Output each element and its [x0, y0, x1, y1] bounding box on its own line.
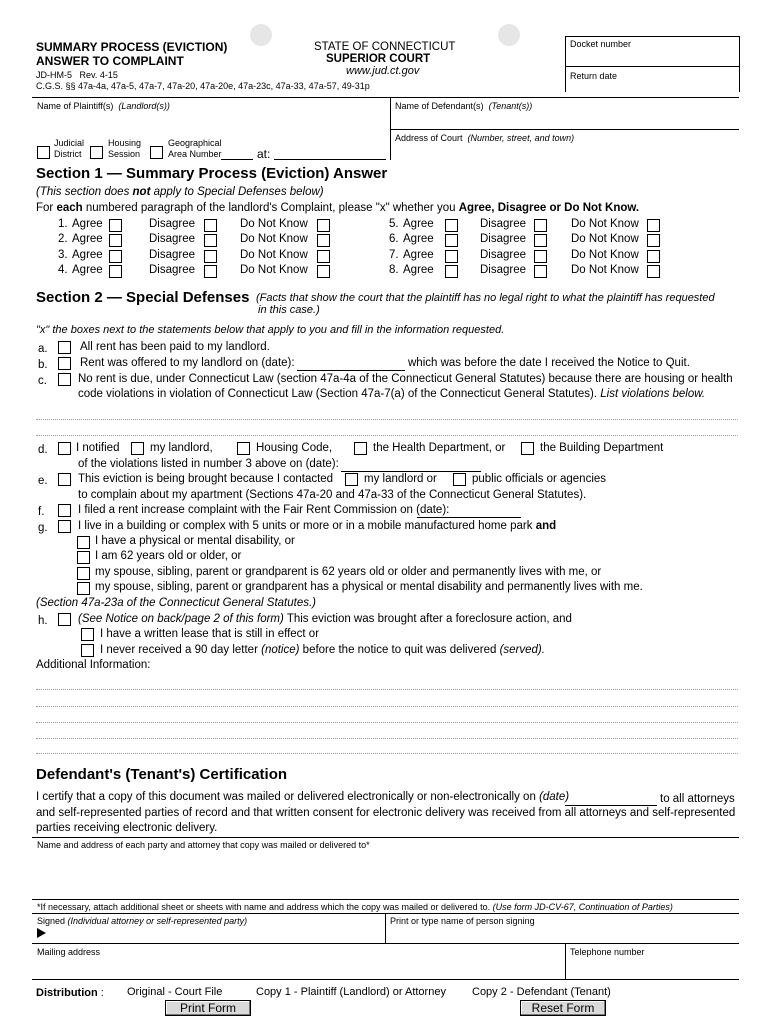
defense-a-text: All rent has been paid to my landlord. [80, 341, 270, 353]
paragraph-6-dnk-checkbox[interactable] [647, 234, 660, 247]
mailing-address-field[interactable] [36, 958, 562, 978]
defense-e-opt2: public officials or agencies [472, 473, 607, 485]
defense-d-opt2: my landlord, [150, 442, 213, 454]
docket-number-field[interactable] [566, 50, 738, 66]
defense-d-letter: d. [38, 444, 48, 456]
section2-instruction: "x" the boxes next to the statements below that apply to you and fill in the information requested. [36, 324, 505, 336]
paragraph-1-disagree-checkbox[interactable] [204, 219, 217, 232]
defense-b-letter: b. [38, 359, 48, 371]
additional-info-line-2[interactable] [36, 706, 738, 707]
paragraph-7-disagree-label: Disagree [480, 249, 527, 261]
additional-info-label: Additional Information: [36, 659, 151, 671]
defense-e-landlord-checkbox[interactable] [345, 473, 358, 486]
defense-b-checkbox[interactable] [58, 357, 71, 370]
distribution-original: Original - Court File [127, 986, 223, 998]
defense-h-sub2-checkbox[interactable] [81, 644, 94, 657]
paragraph-6-number: 6. [389, 233, 399, 245]
paragraph-7-disagree-checkbox[interactable] [534, 250, 547, 263]
at-label: at: [257, 147, 271, 161]
certification-line2: and self-represented parties of record and that written consent for electronic delivery was received from all attorneys and self-represented [36, 807, 736, 819]
defense-g-sub1-checkbox[interactable] [77, 536, 90, 549]
statutes: C.G.S. §§ 47a-4a, 47a-5, 47a-7, 47a-20, 47a-20e, 47a-23c, 47a-33, 47a-57, 49-31p [36, 81, 370, 91]
defense-d-opt1: I notified [76, 442, 120, 454]
paragraph-2-disagree-checkbox[interactable] [204, 234, 217, 247]
paragraph-3-number: 3. [58, 249, 68, 261]
section2-subtitle-line1: (Facts that show the court that the plaintiff has no legal right to what the plaintiff has requested [256, 292, 715, 304]
additional-info-line-1[interactable] [36, 689, 738, 690]
paragraph-5-agree-checkbox[interactable] [445, 219, 458, 232]
paragraph-3-disagree-checkbox[interactable] [204, 250, 217, 263]
paragraph-3-dnk-label: Do Not Know [240, 249, 308, 261]
paragraph-4-agree-checkbox[interactable] [109, 265, 122, 278]
defense-e-officials-checkbox[interactable] [453, 473, 466, 486]
certification-date-field[interactable] [565, 805, 657, 806]
defense-e-letter: e. [38, 475, 48, 487]
certification-line1: I certify that a copy of this document was mailed or delivered electronically or non-electronically on (date) [36, 791, 570, 803]
defense-h-line1: (See Notice on back/page 2 of this form) This eviction was brought after a foreclosure action, and [78, 613, 572, 625]
defense-b-date-field[interactable] [297, 370, 405, 371]
defense-b-text: Rent was offered to my landlord on (date): [80, 357, 295, 369]
court-name: SUPERIOR COURT [326, 53, 431, 65]
defense-h-checkbox[interactable] [58, 613, 71, 626]
defense-d-date-field[interactable] [341, 471, 481, 472]
certification-title: Defendant's (Tenant's) Certification [36, 766, 288, 783]
paragraph-5-agree-label: Agree [403, 218, 434, 230]
defense-f-date-field[interactable] [417, 517, 521, 518]
paragraph-1-number: 1. [58, 218, 68, 230]
paragraph-7-dnk-checkbox[interactable] [647, 250, 660, 263]
defense-d-landlord-checkbox[interactable] [131, 442, 144, 455]
paragraph-6-agree-checkbox[interactable] [445, 234, 458, 247]
defense-d-housing-code-checkbox[interactable] [237, 442, 250, 455]
paragraph-1-dnk-checkbox[interactable] [317, 219, 330, 232]
judicial-district-label: Judicial District [54, 138, 85, 159]
violations-line-1[interactable] [36, 419, 738, 420]
print-form-button[interactable]: Print Form [165, 1000, 251, 1016]
housing-session-checkbox[interactable] [90, 146, 103, 159]
form-title-line2: ANSWER TO COMPLAINT [36, 54, 184, 68]
housing-session-label: Housing Session [108, 138, 142, 159]
form-id: JD-HM-5 Rev. 4-15 [36, 70, 118, 80]
paragraph-8-dnk-checkbox[interactable] [647, 265, 660, 278]
paragraph-6-agree-label: Agree [403, 233, 434, 245]
paragraph-3-dnk-checkbox[interactable] [317, 250, 330, 263]
paragraph-1-agree-checkbox[interactable] [109, 219, 122, 232]
defense-g-sub3: my spouse, sibling, parent or grandparent is 62 years old or older and permanently lives with me, or [95, 566, 602, 578]
violations-line-2[interactable] [36, 435, 738, 436]
defense-h-sub2: I never received a 90 day letter (notice) before the notice to quit was delivered (served). [100, 644, 545, 656]
paragraph-6-disagree-label: Disagree [480, 233, 527, 245]
paragraph-5-disagree-checkbox[interactable] [534, 219, 547, 232]
defense-d-checkbox[interactable] [58, 442, 71, 455]
footnote: *If necessary, attach additional sheet or sheets with name and address which the copy was mailed or delivered to. (Use form JD-CV-67, Continuation of Parties) [37, 902, 673, 912]
defense-g-cite: (Section 47a-23a of the Connecticut General Statutes.) [36, 597, 316, 609]
defense-c-line1: No rent is due, under Connecticut Law (section 47a-4a of the Connecticut General Statutes) because there are housing or health [78, 373, 733, 385]
defense-d-health-dept-checkbox[interactable] [354, 442, 367, 455]
paragraph-4-agree-label: Agree [72, 264, 103, 276]
punch-hole-right [498, 24, 520, 46]
paragraph-2-disagree-label: Disagree [149, 233, 196, 245]
name-address-field[interactable] [36, 852, 736, 896]
paragraph-3-agree-label: Agree [72, 249, 103, 261]
paragraph-4-dnk-label: Do Not Know [240, 264, 308, 276]
defense-c-line2: code violations in violation of Connecticut Law (Section 47a-7(a) of the Connecticut General Statutes). List violations below. [78, 388, 706, 400]
section2-title: Section 2 — Special Defenses [36, 289, 250, 306]
defense-g-sub4-checkbox[interactable] [77, 582, 90, 595]
paragraph-4-disagree-checkbox[interactable] [204, 265, 217, 278]
defense-h-letter: h. [38, 615, 48, 627]
defense-e-line2: to complain about my apartment (Sections 47a-20 and 47a-33 of the Connecticut General Statutes). [78, 489, 587, 501]
judicial-district-checkbox[interactable] [37, 146, 50, 159]
defense-b-text2: which was before the date I received the Notice to Quit. [408, 357, 690, 369]
defense-d-opt5: the Building Department [540, 442, 664, 454]
name-address-label: Name and address of each party and attorney that copy was mailed or delivered to* [37, 840, 370, 850]
defense-e-opt1: my landlord or [364, 473, 437, 485]
paragraph-5-disagree-label: Disagree [480, 218, 527, 230]
defense-h-sub1-checkbox[interactable] [81, 628, 94, 641]
paragraph-6-dnk-label: Do Not Know [571, 233, 639, 245]
area-number-field[interactable] [221, 159, 253, 160]
paragraph-2-agree-checkbox[interactable] [109, 234, 122, 247]
defense-e-checkbox[interactable] [58, 473, 71, 486]
distribution-label: Distribution : [36, 987, 104, 999]
plaintiff-label: Name of Plaintiff(s) (Landlord(s)) [37, 101, 170, 111]
paragraph-8-agree-label: Agree [403, 264, 434, 276]
court-address-label: Address of Court (Number, street, and town) [395, 133, 575, 143]
court-website: www.jud.ct.gov [346, 65, 420, 77]
defense-e-line1: This eviction is being brought because I contacted [78, 473, 334, 485]
defense-d-line2: of the violations listed in number 3 above on (date): [78, 458, 339, 470]
reset-form-button[interactable]: Reset Form [520, 1000, 606, 1016]
paragraph-8-dnk-label: Do Not Know [571, 264, 639, 276]
return-date-label: Return date [570, 71, 618, 81]
defense-g-checkbox[interactable] [58, 520, 71, 533]
distribution-copy1: Copy 1 - Plaintiff (Landlord) or Attorney [256, 986, 446, 998]
paragraph-1-dnk-label: Do Not Know [240, 218, 308, 230]
telephone-label: Telephone number [570, 947, 645, 957]
defendant-name-field[interactable] [394, 112, 736, 129]
additional-info-line-4[interactable] [36, 738, 738, 739]
return-date-field[interactable] [566, 80, 738, 92]
defense-d-building-dept-checkbox[interactable] [521, 442, 534, 455]
paragraph-5-dnk-label: Do Not Know [571, 218, 639, 230]
paragraph-4-number: 4. [58, 264, 68, 276]
defense-g-sub2-checkbox[interactable] [77, 551, 90, 564]
certification-line3: parties receiving electronic delivery. [36, 822, 218, 834]
defense-g-sub3-checkbox[interactable] [77, 567, 90, 580]
form-title-line1: SUMMARY PROCESS (EVICTION) [36, 40, 228, 54]
plaintiff-name-field[interactable] [36, 112, 386, 129]
defense-f-text: I filed a rent increase complaint with the Fair Rent Commission on (date): [78, 504, 450, 516]
signature-arrow-icon [37, 928, 46, 938]
defendant-label: Name of Defendant(s) (Tenant(s)) [395, 101, 533, 111]
telephone-field[interactable] [570, 958, 736, 978]
paragraph-2-dnk-label: Do Not Know [240, 233, 308, 245]
paragraph-1-agree-label: Agree [72, 218, 103, 230]
section1-instruction: For each numbered paragraph of the landlord's Complaint, please "x" whether you Agree, Disagree or Do Not Know. [36, 202, 640, 214]
print-name-label: Print or type name of person signing [390, 916, 535, 926]
punch-hole-left [250, 24, 272, 46]
paragraph-8-number: 8. [389, 264, 399, 276]
paragraph-8-agree-checkbox[interactable] [445, 265, 458, 278]
paragraph-1-disagree-label: Disagree [149, 218, 196, 230]
paragraph-7-dnk-label: Do Not Know [571, 249, 639, 261]
defense-d-opt4: the Health Department, or [373, 442, 506, 454]
section2-subtitle-line2: in this case.) [258, 304, 320, 316]
paragraph-4-disagree-label: Disagree [149, 264, 196, 276]
paragraph-7-number: 7. [389, 249, 399, 261]
defense-f-letter: f. [38, 506, 45, 518]
paragraph-2-dnk-checkbox[interactable] [317, 234, 330, 247]
section1-note: (This section does not apply to Special Defenses below) [36, 186, 324, 198]
paragraph-2-agree-label: Agree [72, 233, 103, 245]
defense-d-opt3: Housing Code, [256, 442, 333, 454]
geographical-area-checkbox[interactable] [150, 146, 163, 159]
defense-a-letter: a. [38, 343, 48, 355]
paragraph-3-agree-checkbox[interactable] [109, 250, 122, 263]
certification-line1-post: to all attorneys [660, 793, 735, 805]
court-address-field[interactable] [394, 144, 736, 159]
defense-g-sub1: I have a physical or mental disability, or [95, 535, 295, 547]
defense-h-sub1: I have a written lease that is still in effect or [100, 628, 320, 640]
defense-g-line1: I live in a building or complex with 5 units or more or in a mobile manufactured home park and [78, 520, 557, 532]
state-name: STATE OF CONNECTICUT [314, 41, 456, 53]
paragraph-8-disagree-label: Disagree [480, 264, 527, 276]
court-town-field[interactable] [274, 159, 386, 160]
additional-info-line-3[interactable] [36, 722, 738, 723]
signed-label: Signed (Individual attorney or self-represented party) [37, 916, 248, 926]
distribution-copy2: Copy 2 - Defendant (Tenant) [472, 986, 611, 998]
paragraph-3-disagree-label: Disagree [149, 249, 196, 261]
paragraph-7-agree-checkbox[interactable] [445, 250, 458, 263]
print-name-field[interactable] [390, 926, 736, 942]
paragraph-4-dnk-checkbox[interactable] [317, 265, 330, 278]
defense-a-checkbox[interactable] [58, 341, 71, 354]
section1-title: Section 1 — Summary Process (Eviction) Answer [36, 165, 388, 182]
paragraph-5-dnk-checkbox[interactable] [647, 219, 660, 232]
paragraph-6-disagree-checkbox[interactable] [534, 234, 547, 247]
paragraph-7-agree-label: Agree [403, 249, 434, 261]
additional-info-line-5[interactable] [36, 753, 738, 754]
defense-g-sub4: my spouse, sibling, parent or grandparent has a physical or mental disability and permanently lives with me. [95, 581, 643, 593]
defense-c-checkbox[interactable] [58, 373, 71, 386]
paragraph-5-number: 5. [389, 218, 399, 230]
signature-field[interactable] [52, 926, 382, 942]
defense-g-sub2: I am 62 years old or older, or [95, 550, 242, 562]
defense-c-letter: c. [38, 375, 47, 387]
geographical-area-label: Geographical Area Number [168, 138, 222, 159]
defense-f-checkbox[interactable] [58, 504, 71, 517]
paragraph-2-number: 2. [58, 233, 68, 245]
paragraph-8-disagree-checkbox[interactable] [534, 265, 547, 278]
defense-g-letter: g. [38, 522, 48, 534]
mailing-address-label: Mailing address [37, 947, 101, 957]
docket-number-label: Docket number [570, 39, 632, 49]
